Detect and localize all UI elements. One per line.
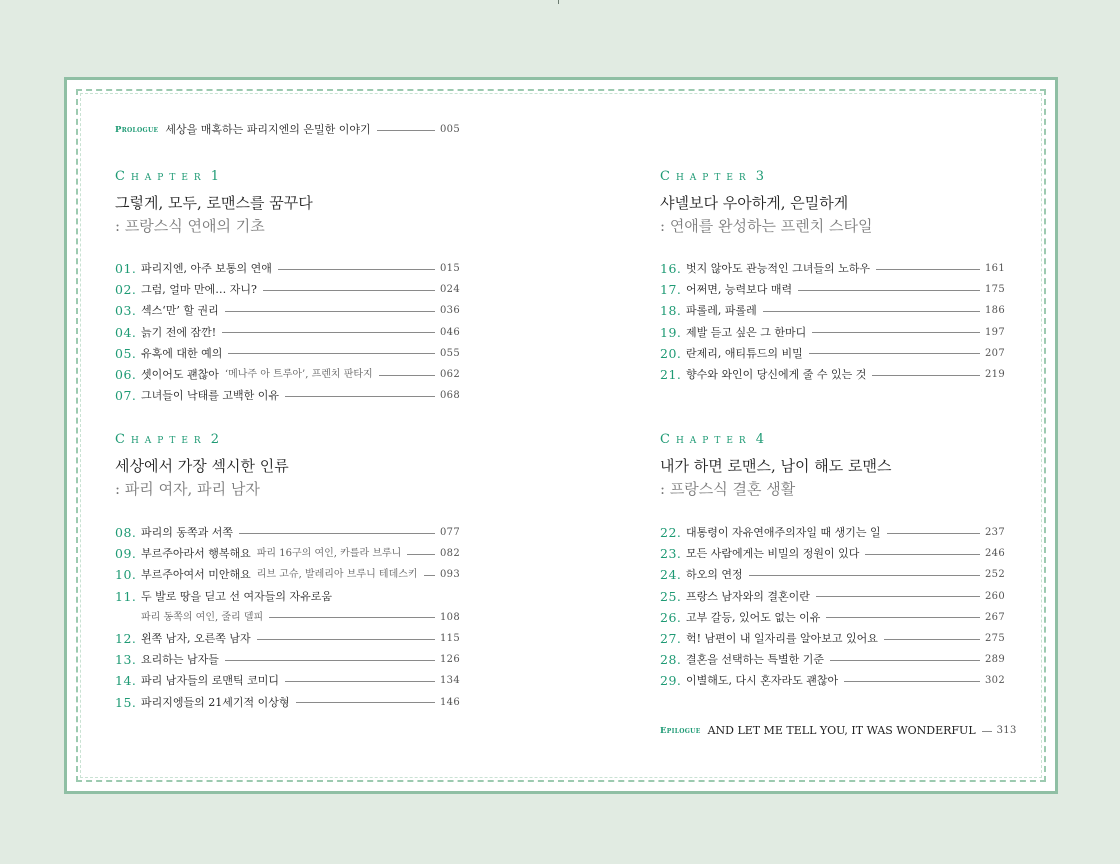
toc-entry — [115, 326, 460, 340]
toc-entry — [660, 262, 1005, 276]
leader-line — [377, 130, 435, 131]
entry-page: 252 — [985, 569, 1005, 581]
entry-title: 벗지 않아도 관능적인 그녀들의 노하우 — [686, 262, 871, 275]
leader-line — [830, 660, 980, 661]
prologue-tag: Prologue — [115, 125, 159, 135]
entry-page: 267 — [985, 611, 1005, 623]
leader-line — [816, 596, 980, 597]
chapter-subtitle: : 파리 여자, 파리 남자 — [115, 480, 260, 498]
epilogue-entry — [660, 724, 1017, 738]
entry-page: 115 — [440, 633, 460, 644]
leader-line — [887, 533, 980, 534]
entry-title: 향수와 와인이 당신에게 줄 수 있는 것 — [686, 368, 867, 381]
entry-page: 077 — [440, 527, 460, 538]
toc-entry — [115, 547, 460, 561]
chapter-label: Chapter 3 — [660, 169, 764, 184]
entry-number: 06. — [115, 367, 137, 382]
leader-line — [798, 290, 980, 291]
chapter-number: 1 — [210, 169, 219, 184]
entry-title: 파리지엥들의 21세기적 이상형 — [141, 695, 290, 709]
entry-number: 07. — [115, 388, 137, 404]
chapter-label: Chapter 4 — [660, 432, 764, 447]
entry-number: 08. — [115, 525, 137, 540]
toc-entry — [115, 262, 460, 276]
entry-page: 108 — [440, 611, 460, 623]
toc-entry — [115, 611, 460, 625]
leader-line — [228, 353, 435, 354]
entry-title: 제발 듣고 싶은 그 한마디 — [686, 325, 807, 339]
entry-page: 275 — [985, 633, 1005, 644]
leader-line — [884, 639, 980, 640]
entry-page: 134 — [440, 675, 460, 687]
entry-title: 파롤레, 파롤레 — [686, 304, 757, 318]
chapter-label: Chapter 1 — [115, 169, 219, 184]
entry-number: 15. — [115, 694, 137, 710]
chapter-title: 세상에서 가장 섹시한 인류 — [115, 457, 289, 475]
entry-page: 093 — [440, 569, 460, 581]
entry-title: 부르주아라서 행복해요 — [141, 547, 251, 561]
entry-number: 14. — [115, 673, 137, 689]
chapter-2-header — [115, 431, 460, 499]
entry-page: 302 — [985, 675, 1005, 687]
leader-line — [407, 554, 435, 555]
entry-page: 146 — [440, 696, 460, 708]
entry-subtitle: 파리 동쪽의 여인, 줄리 델피 — [141, 611, 264, 623]
entry-title: 하오의 연정 — [686, 568, 743, 582]
entry-title: 대통령이 자유연애주의자일 때 생기는 일 — [686, 526, 881, 539]
entry-title: 파리의 동쪽과 서쪽 — [141, 526, 234, 539]
entry-number: 23. — [660, 546, 682, 562]
leader-line — [763, 311, 980, 312]
chapter-subtitle: : 프랑스식 결혼 생활 — [660, 480, 796, 498]
chapter-4-header — [660, 431, 1005, 499]
leader-line — [982, 731, 992, 732]
entry-page: 055 — [440, 347, 460, 359]
leader-line — [865, 554, 980, 555]
toc-entry — [115, 389, 460, 403]
toc-entry — [660, 547, 1005, 561]
entry-page: 062 — [440, 369, 460, 380]
entry-title: 그녀들이 낙태를 고백한 이유 — [141, 389, 280, 403]
entry-page: 082 — [440, 548, 460, 560]
leader-line — [225, 311, 435, 312]
chapter-label: Chapter 2 — [115, 432, 219, 447]
leader-line — [872, 375, 980, 376]
entry-page: 068 — [440, 390, 460, 402]
entry-page: 175 — [985, 284, 1005, 296]
entry-number: 28. — [660, 652, 682, 668]
entry-number: 11. — [115, 588, 137, 604]
chapter-subtitle: : 연애를 완성하는 프렌치 스타일 — [660, 217, 873, 235]
toc-entry — [660, 653, 1005, 667]
entry-number: 03. — [115, 303, 137, 319]
leader-line — [844, 681, 980, 682]
entry-number: 13. — [115, 652, 137, 668]
toc-entry — [660, 347, 1005, 361]
leader-line — [424, 575, 435, 576]
entry-number: 27. — [660, 631, 682, 646]
entry-number: 21. — [660, 367, 682, 382]
toc-entry — [660, 326, 1005, 340]
prologue-title: 세상을 매혹하는 파리지엔의 은밀한 이야기 — [165, 123, 371, 136]
leader-line — [257, 639, 435, 640]
page-tick-mark — [558, 0, 559, 4]
entry-title: 파리지엔, 아주 보통의 연애 — [141, 262, 272, 275]
entry-page: 161 — [985, 263, 1005, 274]
entry-title: 모든 사람에게는 비밀의 정원이 있다 — [686, 547, 860, 561]
entry-number: 24. — [660, 567, 682, 583]
chapter-title: 샤넬보다 우아하게, 은밀하게 — [660, 194, 849, 212]
toc-entry — [115, 590, 460, 604]
entry-number: 04. — [115, 324, 137, 340]
entry-number: 26. — [660, 609, 682, 625]
entry-title: 어쩌면, 능력보다 매력 — [686, 283, 793, 297]
entry-title: 프랑스 남자와의 결혼이란 — [686, 589, 810, 603]
entry-title: 요리하는 남자들 — [141, 653, 219, 667]
leader-line — [269, 617, 435, 618]
leader-line — [876, 269, 980, 270]
entry-title: 왼쪽 남자, 오른쪽 남자 — [141, 632, 251, 645]
toc-entry — [115, 347, 460, 361]
entry-page: 024 — [440, 284, 460, 296]
leader-line — [239, 533, 435, 534]
entry-title: 그럼, 얼마 만에… 자니? — [141, 283, 257, 297]
toc-entry — [115, 568, 460, 582]
leader-line — [225, 660, 435, 661]
entry-number: 17. — [660, 282, 682, 298]
entry-page: 289 — [985, 654, 1005, 666]
toc-entry — [660, 368, 1005, 382]
leader-line — [278, 269, 435, 270]
entry-page: 219 — [985, 369, 1005, 380]
toc-entry — [115, 632, 460, 646]
chapter-number: 4 — [755, 432, 764, 447]
prologue-entry — [115, 123, 460, 137]
entry-number: 18. — [660, 303, 682, 319]
toc-entry — [660, 674, 1005, 688]
entry-number: 01. — [115, 261, 137, 276]
toc-entry — [115, 674, 460, 688]
leader-line — [263, 290, 435, 291]
entry-number: 02. — [115, 282, 137, 298]
entry-title: 늙기 전에 잠깐! — [141, 325, 217, 339]
leader-line — [222, 332, 435, 333]
entry-title: 부르주아여서 미안해요 — [141, 568, 251, 582]
toc-entry — [660, 590, 1005, 604]
entry-page: 186 — [985, 305, 1005, 317]
entry-number: 29. — [660, 673, 682, 689]
leader-line — [812, 332, 980, 333]
toc-entry — [660, 568, 1005, 582]
entry-number: 10. — [115, 567, 137, 583]
leader-line — [749, 575, 980, 576]
chapter-3-header — [660, 168, 1005, 236]
entry-page: 237 — [985, 527, 1005, 538]
chapter-subtitle: : 프랑스식 연애의 기초 — [115, 217, 265, 235]
entry-title: 결혼을 선택하는 특별한 기준 — [686, 653, 825, 667]
leader-line — [379, 375, 435, 376]
entry-title: 유혹에 대한 예의 — [141, 346, 223, 360]
toc-entry — [115, 368, 460, 382]
entry-number: 19. — [660, 324, 682, 340]
toc-entry — [660, 304, 1005, 318]
leader-line — [285, 681, 435, 682]
entry-title: 두 발로 땅을 딛고 선 여자들의 자유로움 — [141, 589, 332, 603]
toc-entry — [660, 611, 1005, 625]
entry-number: 22. — [660, 525, 682, 540]
toc-entry — [115, 526, 460, 540]
chapter-title: 그렇게, 모두, 로맨스를 꿈꾸다 — [115, 194, 313, 212]
leader-line — [826, 617, 980, 618]
toc-entry — [660, 632, 1005, 646]
entry-title: 고부 갈등, 있어도 없는 이유 — [686, 610, 821, 624]
epilogue-title: AND LET ME TELL YOU, IT WAS WONDERFUL — [707, 724, 976, 737]
entry-page: 207 — [985, 347, 1005, 359]
entry-subtitle: 리브 고슈, 발레리아 브루니 테데스키 — [256, 569, 418, 581]
epilogue-page: 313 — [996, 725, 1017, 736]
entry-number: 09. — [115, 546, 137, 562]
toc-entry — [115, 283, 460, 297]
entry-number: 25. — [660, 588, 682, 604]
entry-title: 란제리, 애티튜드의 비밀 — [686, 346, 803, 360]
leader-line — [809, 353, 980, 354]
toc-entry — [115, 304, 460, 318]
entry-number: 20. — [660, 345, 682, 361]
entry-subtitle: ‘메나주 아 트루아’, 프렌치 판타지 — [224, 369, 373, 380]
chapter-1-header — [115, 168, 460, 236]
chapter-number: 2 — [210, 432, 219, 447]
entry-title: 이별해도, 다시 혼자라도 괜찮아 — [686, 674, 839, 688]
toc-entry — [660, 283, 1005, 297]
entry-title: 섹스‘만’ 할 권리 — [141, 304, 219, 318]
entry-title: 헉! 남편이 내 일자리를 알아보고 있어요 — [686, 632, 878, 645]
toc-entry — [660, 526, 1005, 540]
entry-page: 246 — [985, 548, 1005, 560]
leader-line — [296, 702, 435, 703]
chapter-title: 내가 하면 로맨스, 남이 해도 로맨스 — [660, 457, 892, 475]
entry-page: 046 — [440, 326, 460, 338]
toc-entry — [115, 653, 460, 667]
entry-page: 126 — [440, 654, 460, 666]
entry-page: 036 — [440, 305, 460, 317]
entry-subtitle: 파리 16구의 여인, 카를라 브루니 — [256, 548, 402, 560]
entry-page: 260 — [985, 590, 1005, 602]
entry-number: 12. — [115, 631, 137, 646]
entry-page: 015 — [440, 263, 460, 274]
toc-entry — [115, 696, 460, 710]
entry-number: 05. — [115, 345, 137, 361]
entry-page: 197 — [985, 326, 1005, 338]
leader-line — [285, 396, 435, 397]
entry-title: 파리 남자들의 로맨틱 코미디 — [141, 674, 280, 688]
entry-number: 16. — [660, 261, 682, 276]
prologue-page: 005 — [440, 124, 460, 135]
entry-title: 셋이어도 괜찮아 — [141, 368, 219, 381]
chapter-number: 3 — [755, 169, 764, 184]
epilogue-tag: Epilogue — [660, 726, 701, 736]
